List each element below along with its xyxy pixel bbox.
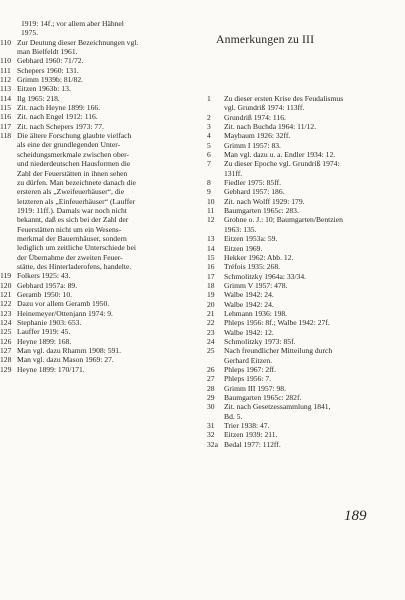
note-number: 3 (207, 122, 211, 132)
note-text (224, 113, 391, 122)
note-text (224, 234, 391, 243)
note-number: 110 (0, 56, 12, 66)
note-line: Trier 1938: 47. (224, 421, 270, 431)
note-number: 113 (0, 84, 12, 94)
note-line: 1919: 14f.; vor allem aber Hähnel (21, 19, 124, 28)
note-line: Zu dieser ersten Krise des Feudalismus (224, 94, 344, 103)
note-entry (207, 94, 391, 113)
note-text (224, 187, 391, 196)
note-number: 122 (0, 299, 12, 309)
note-text (224, 290, 391, 299)
note-number: 32 (207, 430, 215, 440)
note-text (17, 281, 200, 290)
note-line: Eitzen 1963b: 13. (17, 84, 71, 94)
note-line: Eitzen 1969. (224, 243, 263, 253)
note-number: 29 (207, 393, 215, 402)
note-number: 31 (207, 421, 215, 431)
note-text (17, 84, 200, 93)
note-line: Maybaum 1926: 32ff. (224, 131, 291, 141)
note-entry (0, 94, 200, 103)
note-line: Lehmann 1936: 198. (224, 308, 288, 318)
note-entry (0, 112, 200, 121)
note-text (224, 346, 391, 365)
note-text (17, 94, 200, 103)
note-entry (207, 430, 391, 439)
note-text (17, 355, 200, 364)
note-text (224, 272, 391, 281)
note-number: 18 (207, 280, 215, 290)
note-line: Schmolitzky 1964a: 33/34. (224, 271, 307, 281)
note-number: 13 (207, 234, 215, 244)
note-text (17, 271, 200, 280)
note-line: Geramb 1950: 10. (17, 289, 73, 299)
note-text (17, 365, 200, 374)
note-entry (207, 365, 391, 374)
note-line: Grohne o. J.: 10; Baumgarten/Bentzien (224, 215, 343, 225)
note-entry (0, 281, 200, 290)
note-line: Zu dieser Epoche vgl. Grundriß 1974: (224, 159, 340, 169)
note-number: 20 (207, 299, 215, 309)
note-line: Folkers 1925: 43. (17, 271, 71, 281)
note-entry (0, 131, 200, 271)
note-number: 19 (207, 290, 215, 300)
note-line: Zit. nach Wolff 1929: 179. (224, 196, 305, 206)
note-number: 7 (207, 159, 211, 169)
note-entry (0, 355, 200, 364)
note-entry (207, 113, 391, 122)
note-text (17, 337, 200, 346)
note-text (224, 393, 391, 402)
note-number: 11 (207, 206, 215, 216)
note-number: 112 (0, 75, 12, 85)
note-entry (207, 374, 391, 383)
note-entry (0, 299, 200, 308)
note-entry (0, 103, 200, 112)
note-number: 123 (0, 308, 12, 318)
note-text (224, 253, 391, 262)
notes-list-right (207, 94, 391, 449)
note-text (224, 309, 391, 318)
note-number: 1 (207, 94, 211, 103)
note-line: Baumgarten 1965c: 282f. (224, 393, 302, 402)
note-entry (207, 384, 391, 393)
note-number: 17 (207, 271, 215, 281)
note-line: Dazu vor allem Geramb 1950. (17, 299, 110, 309)
note-text (224, 197, 391, 206)
note-line: Heinemeyer/Ottenjann 1974: 9. (17, 308, 113, 318)
note-text (224, 440, 391, 449)
note-entry (0, 337, 200, 346)
note-line: Nach freundlicher Mitteilung durch (224, 346, 333, 356)
note-number: 10 (207, 196, 215, 206)
note-text (224, 94, 391, 113)
note-line: man Bielfeldt 1961. (17, 47, 78, 57)
note-number: 121 (0, 289, 12, 299)
note-number: 129 (0, 364, 12, 374)
note-line: Die ältere Forschung glaubte vielfach (17, 131, 132, 141)
note-number: 5 (207, 140, 211, 150)
note-number: 6 (207, 150, 211, 160)
note-number: 24 (207, 336, 215, 346)
note-text (17, 56, 200, 65)
note-line: Man vgl. dazu u. a. Endler 1934: 12. (224, 150, 336, 160)
note-line: Man vgl. dazu Rhamm 1908: 591. (17, 346, 121, 356)
note-text (224, 215, 391, 234)
note-text (224, 430, 391, 439)
note-continuation (0, 19, 200, 38)
note-line: Eitzen 1953a: 59. (224, 234, 278, 244)
note-line: letzteren als „Einfeuerhäuser“ (Lauffer (17, 196, 136, 206)
note-line: Grimm I 1957: 83. (224, 140, 281, 150)
note-entry (207, 440, 391, 449)
note-number: 21 (207, 308, 215, 318)
note-line: Zit. nach Buchda 1964: 11/12. (224, 122, 317, 132)
note-line: ersteren als „Zweifeuerhäuser“, die (17, 187, 125, 197)
note-line: der Übernahme der zweiten Feuer- (17, 252, 123, 262)
note-entry (207, 215, 391, 234)
note-line: Grundriß 1974: 116. (224, 112, 286, 122)
note-entry (207, 300, 391, 309)
note-line: Walbe 1942: 12. (224, 327, 274, 337)
note-line: Zit. nach Heyne 1899: 166. (17, 103, 101, 113)
note-number: 2 (207, 112, 211, 122)
note-number: 125 (0, 327, 12, 337)
section-heading: Anmerkungen zu III (216, 32, 315, 46)
note-text (224, 402, 391, 421)
note-number: 128 (0, 355, 12, 365)
note-line: merkmal der Bauernhäuser, sondern (17, 233, 127, 243)
note-line: Gebhard 1957a: 89. (17, 280, 78, 290)
note-entry (207, 309, 391, 318)
note-line: Gebhard 1957: 186. (224, 187, 285, 197)
note-number: 22 (207, 318, 215, 328)
note-text (224, 262, 391, 271)
note-line: Schmolitzky 1973: 85f. (224, 336, 296, 346)
note-entry (207, 178, 391, 187)
note-line: Bd. 5. (224, 411, 243, 421)
note-text (224, 281, 391, 290)
note-entry (207, 290, 391, 299)
notes-list-left (0, 38, 200, 374)
note-text (224, 178, 391, 187)
note-number: 30 (207, 402, 215, 412)
note-line: Feuerstätten nicht um ein Wesens- (17, 224, 122, 234)
note-line: Grimm V 1957: 478. (224, 280, 288, 290)
note-line: Grimm 1939b: 81/82. (17, 75, 84, 85)
note-line: Ilg 1965: 218. (17, 93, 60, 103)
note-text (17, 309, 200, 318)
note-entry (0, 271, 200, 280)
note-entry (0, 309, 200, 318)
note-entry (207, 346, 391, 365)
note-line: Grimm III 1957: 98. (224, 383, 287, 393)
note-line: Zur Deutung dieser Bezeichnungen vgl. (17, 37, 139, 47)
notes-column-left (0, 19, 200, 374)
note-line: Zit. nach Gesetzessammlung 1841, (224, 402, 331, 412)
note-entry (207, 253, 391, 262)
note-entry (207, 318, 391, 327)
note-line: Heyne 1899: 170/171. (17, 364, 85, 374)
note-text (224, 318, 391, 327)
note-line: Hekker 1962: Abb. 12. (224, 252, 294, 262)
note-number: 111 (0, 65, 11, 75)
note-number: 26 (207, 364, 215, 374)
note-entry (207, 150, 391, 159)
note-line: zu dürfen. Man bezeichnete danach die (17, 177, 136, 187)
note-number: 114 (0, 93, 12, 103)
note-entry (207, 244, 391, 253)
note-number: 115 (0, 103, 12, 113)
note-entry (0, 75, 200, 84)
note-text (17, 66, 200, 75)
note-line: stätte, des Hinterladerofens, handelte. (17, 261, 132, 271)
note-line: Eitzen 1939: 211. (224, 430, 278, 440)
note-text (17, 131, 200, 271)
note-entry (0, 327, 200, 336)
note-line: Gebhard 1960: 71/72. (17, 56, 84, 66)
note-entry (207, 421, 391, 430)
note-text (224, 122, 391, 131)
note-text (224, 159, 391, 178)
note-entry (207, 272, 391, 281)
note-line: scheidungsmerkmale zwischen ober- (17, 149, 130, 159)
note-number: 15 (207, 252, 215, 262)
note-entry (0, 56, 200, 65)
note-number: 120 (0, 280, 12, 290)
note-entry (207, 197, 391, 206)
note-number: 9 (207, 187, 211, 197)
note-line: Phleps 1967: 2ff. (224, 364, 276, 374)
note-entry (0, 66, 200, 75)
note-number: 16 (207, 262, 215, 272)
note-text (17, 75, 200, 84)
note-text (224, 365, 391, 374)
note-line: 1963: 135. (224, 224, 257, 234)
note-entry (0, 365, 200, 374)
note-entry (0, 38, 200, 57)
note-line: Phleps 1956: 7. (224, 374, 272, 384)
note-text (17, 112, 200, 121)
note-text (224, 150, 391, 159)
note-line: Walbe 1942: 24. (224, 290, 274, 300)
note-number: 23 (207, 327, 215, 337)
note-number: 118 (0, 131, 12, 141)
note-line: und niederdeutschen Hausformen die (17, 159, 131, 169)
note-entry (0, 318, 200, 327)
note-entry (207, 402, 391, 421)
note-entry (207, 206, 391, 215)
note-number: 14 (207, 243, 215, 253)
note-text (17, 122, 200, 131)
note-number: 110 (0, 37, 12, 47)
note-number: 116 (0, 112, 12, 122)
note-entry (207, 262, 391, 271)
notes-column-right (207, 94, 391, 449)
note-text (17, 327, 200, 336)
note-entry (0, 84, 200, 93)
note-number: 27 (207, 374, 215, 384)
note-line: lediglich um zeitliche Unterschiede bei (17, 243, 136, 253)
note-text (224, 244, 391, 253)
note-entry (207, 393, 391, 402)
note-line: 131ff. (224, 168, 243, 178)
note-entry (0, 290, 200, 299)
note-line: Phleps 1956: 8f.; Walbe 1942: 27f. (224, 318, 330, 328)
note-entry (207, 281, 391, 290)
note-entry (207, 131, 391, 140)
note-line: Gerhard Eitzen. (224, 355, 273, 365)
note-line: Walbe 1942: 24. (224, 299, 274, 309)
note-line: Lauffer 1919: 45. (17, 327, 71, 337)
note-number: 117 (0, 121, 12, 131)
note-entry (207, 328, 391, 337)
note-line: Schepers 1960: 131. (17, 65, 79, 75)
note-line: Stephanie 1903: 653. (17, 318, 82, 327)
note-entry (207, 337, 391, 346)
note-line: Bedal 1977: 112ff. (224, 439, 281, 449)
note-text (17, 318, 200, 327)
note-text (224, 337, 391, 346)
note-number: 8 (207, 178, 211, 188)
note-text (224, 206, 391, 215)
note-text (224, 300, 391, 309)
note-text (224, 131, 391, 140)
note-line: Zahl der Feuerstätten in ihnen sehen (17, 168, 128, 178)
note-text (224, 328, 391, 337)
note-line: bekannt, daß es sich bei der Zahl der (17, 215, 129, 225)
note-number: 25 (207, 346, 215, 356)
note-line: Zit. nach Schepers 1973: 77. (17, 121, 104, 131)
note-entry (207, 141, 391, 150)
note-text (224, 421, 391, 430)
note-text (17, 103, 200, 112)
note-text (17, 346, 200, 355)
note-entry (207, 234, 391, 243)
note-line: Baumgarten 1965c: 283. (224, 206, 299, 216)
note-text (224, 384, 391, 393)
note-line: 1919: 11ff.). Damals war noch nicht (17, 205, 127, 215)
note-line: Fiedler 1975: 85ff. (224, 178, 282, 188)
note-number: 12 (207, 215, 215, 225)
note-number: 127 (0, 346, 12, 356)
note-text (224, 141, 391, 150)
note-text (17, 38, 200, 57)
note-entry (0, 346, 200, 355)
note-entry (207, 122, 391, 131)
note-entry (207, 159, 391, 178)
note-line: Man vgl. dazu Mason 1969: 27. (17, 355, 114, 365)
note-text (17, 299, 200, 308)
note-entry (207, 187, 391, 196)
note-number: 124 (0, 318, 12, 327)
note-number: 28 (207, 383, 215, 393)
note-line: Heyne 1899: 168. (17, 336, 72, 346)
note-entry (0, 122, 200, 131)
note-line: vgl. Grundriß 1974: 113ff. (224, 103, 305, 113)
note-line: Zit. nach Engel 1912: 116. (17, 112, 98, 122)
note-text (17, 290, 200, 299)
note-number: 4 (207, 131, 211, 141)
note-line: Tréfois 1935: 268. (224, 262, 281, 272)
note-line: 1975. (21, 28, 39, 38)
note-line: als eine der grundlegenden Unter- (17, 140, 121, 150)
note-number: 119 (0, 271, 12, 281)
note-number: 126 (0, 336, 12, 346)
page-number: 189 (344, 508, 367, 524)
note-text (224, 374, 391, 383)
note-number: 32a (207, 439, 218, 449)
